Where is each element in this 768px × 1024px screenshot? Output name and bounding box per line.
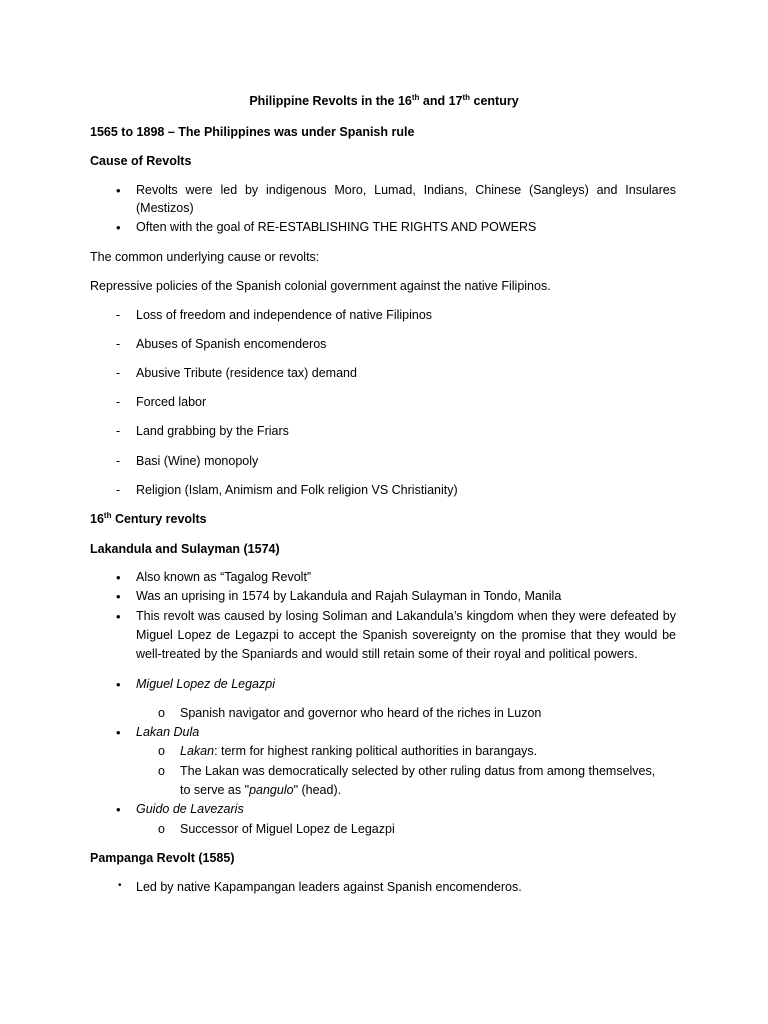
lakan-desc: : term for highest ranking political authorities in barangays. bbox=[214, 744, 538, 758]
dash-item: Religion (Islam, Animism and Folk religion VS Christianity) bbox=[136, 483, 458, 497]
title-sup-1: th bbox=[411, 92, 420, 102]
period-line: 1565 to 1898 – The Philippines was under Spanish rule bbox=[90, 125, 415, 139]
cause-bullet-1: Revolts were led by indigenous Moro, Lumad, Indians, Chinese (Sangleys) and Insulares bbox=[136, 183, 676, 197]
pampanga-heading: Pampanga Revolt (1585) bbox=[90, 851, 235, 865]
dash-item: Land grabbing by the Friars bbox=[136, 424, 289, 438]
lakandula-bullet-2: Was an uprising in 1574 by Lakandula and Rajah Sulayman in Tondo, Manila bbox=[136, 589, 562, 603]
lavezaris-name: Guido de Lavezaris bbox=[136, 802, 244, 816]
cause-bullet-2: Often with the goal of RE-ESTABLISHING THE RIGHTS AND POWERS bbox=[136, 220, 537, 234]
century-heading bbox=[90, 511, 207, 528]
dash-icon: - bbox=[116, 337, 121, 351]
lakan-selected-2-pre: to serve as " bbox=[180, 783, 250, 797]
century-heading-text: Century revolts bbox=[111, 512, 207, 526]
bullet-icon: • bbox=[116, 677, 121, 692]
dash-icon: - bbox=[116, 454, 121, 468]
circle-bullet-icon: o bbox=[158, 764, 165, 778]
dash-icon: - bbox=[116, 424, 121, 438]
lakan-selected-2 bbox=[180, 782, 341, 799]
title-text-end: century bbox=[470, 94, 519, 108]
title-text: Philippine Revolts in the 16 bbox=[249, 94, 412, 108]
common-cause: The common underlying cause or revolts: bbox=[90, 250, 320, 264]
bullet-icon: • bbox=[116, 609, 121, 624]
dash-icon: - bbox=[116, 395, 121, 409]
bullet-icon: • bbox=[116, 183, 121, 198]
legazpi-name: Miguel Lopez de Legazpi bbox=[136, 677, 275, 691]
title-sup-2: th bbox=[462, 92, 471, 102]
lakandula-bullet-3: This revolt was caused by losing Soliman and Lakandula’s kingdom when they were defeated by bbox=[136, 609, 676, 623]
cause-heading: Cause of Revolts bbox=[90, 154, 192, 168]
dash-item: Abuses of Spanish encomenderos bbox=[136, 337, 327, 351]
title-text-mid: and 17 bbox=[419, 94, 463, 108]
lavezaris-desc: Successor of Miguel Lopez de Legazpi bbox=[180, 822, 395, 836]
century-heading-num: 16 bbox=[90, 512, 104, 526]
bullet-icon: • bbox=[116, 725, 121, 740]
legazpi-desc: Spanish navigator and governor who heard of the riches in Luzon bbox=[180, 706, 542, 720]
dash-item: Forced labor bbox=[136, 395, 207, 409]
repressive-policies: Repressive policies of the Spanish colonial government against the native Filipinos. bbox=[90, 279, 551, 293]
dash-item: Loss of freedom and independence of native Filipinos bbox=[136, 308, 433, 322]
cause-bullet-1-cont: (Mestizos) bbox=[136, 201, 194, 215]
circle-bullet-icon: o bbox=[158, 744, 165, 758]
lakandula-bullet-1: Also known as “Tagalog Revolt” bbox=[136, 570, 312, 584]
lakan-selected-2-post: " (head). bbox=[293, 783, 342, 797]
lakan-term: Lakan bbox=[180, 744, 215, 758]
lakandula-bullet-3-end: well-treated by the Spaniards and would still retain some of their royal and political powers. bbox=[136, 647, 638, 661]
dash-item: Basi (Wine) monopoly bbox=[136, 454, 259, 468]
small-bullet-icon: • bbox=[118, 880, 122, 891]
bullet-icon: • bbox=[116, 802, 121, 817]
pangulo-term: pangulo bbox=[249, 783, 294, 797]
circle-bullet-icon: o bbox=[158, 706, 165, 720]
dash-icon: - bbox=[116, 366, 121, 380]
circle-bullet-icon: o bbox=[158, 822, 165, 836]
bullet-icon: • bbox=[116, 589, 121, 604]
dash-icon: - bbox=[116, 308, 121, 322]
lakan-dula-name: Lakan Dula bbox=[136, 725, 200, 739]
lakan-term-line bbox=[180, 743, 537, 760]
pampanga-bullet: Led by native Kapampangan leaders against Spanish encomenderos. bbox=[136, 880, 522, 894]
dash-icon: - bbox=[116, 483, 121, 497]
lakan-selected-1: The Lakan was democratically selected by other ruling datus from among themselves, bbox=[180, 764, 656, 778]
lakandula-heading: Lakandula and Sulayman (1574) bbox=[90, 542, 280, 556]
dash-item: Abusive Tribute (residence tax) demand bbox=[136, 366, 357, 380]
lakandula-bullet-3-cont: Miguel Lopez de Legazpi to accept the Spanish sovereignty on the promise that they would be bbox=[136, 628, 676, 642]
century-heading-sup: th bbox=[103, 510, 112, 520]
document-title bbox=[0, 93, 768, 110]
bullet-icon: • bbox=[116, 570, 121, 585]
bullet-icon: • bbox=[116, 220, 121, 235]
